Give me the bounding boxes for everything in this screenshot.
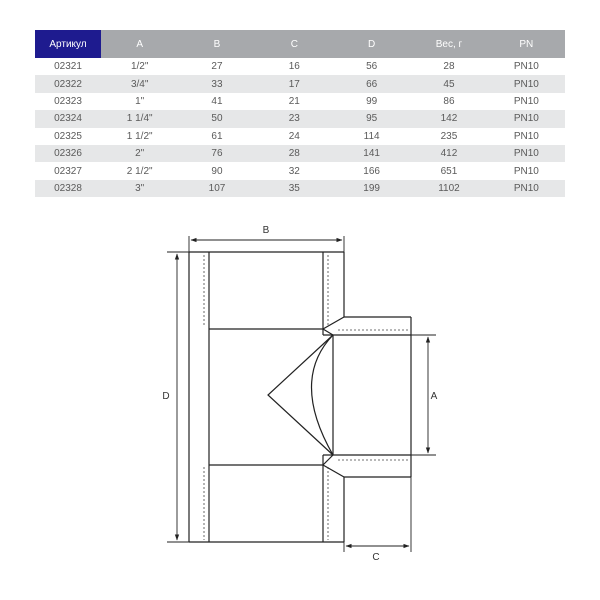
cell-c: 28	[256, 145, 333, 162]
cell-a: 2 1/2"	[126, 165, 153, 177]
cell-d: 99	[366, 95, 378, 107]
cell-article: 02322	[35, 75, 101, 92]
cell-article: 02327	[54, 165, 82, 177]
cell-article: 02328	[35, 180, 101, 197]
cell-b: 107	[178, 180, 255, 197]
cell-article: 02324	[35, 110, 101, 127]
fitting-body	[189, 252, 411, 542]
col-header-b: B	[178, 30, 255, 58]
cell-weight: 651	[440, 165, 458, 177]
col-header-pn: PN	[488, 30, 565, 58]
cell-weight: 28	[443, 61, 455, 73]
cell-d: 166	[363, 165, 380, 177]
col-header-a: A	[101, 30, 178, 58]
cell-weight: 86	[443, 95, 455, 107]
dim-label-b: B	[262, 225, 270, 236]
cell-pn: PN10	[488, 180, 565, 197]
cell-b: 90	[211, 165, 223, 177]
cell-pn: PN10	[488, 145, 565, 162]
cell-weight: 142	[410, 110, 487, 127]
cell-d: 199	[333, 180, 410, 197]
cell-d: 95	[333, 110, 410, 127]
col-header-article: Артикул	[35, 30, 101, 58]
cell-d: 56	[366, 61, 378, 73]
cell-pn: PN10	[488, 110, 565, 127]
cell-weight: 1102	[410, 180, 487, 197]
cell-b: 33	[178, 75, 255, 92]
cell-weight: 235	[440, 130, 458, 142]
cell-c: 24	[288, 130, 300, 142]
cell-a: 1 1/2"	[126, 130, 153, 142]
cell-pn: PN10	[513, 95, 539, 107]
cell-a: 3"	[101, 180, 178, 197]
col-header-d: D	[333, 30, 410, 58]
cell-article: 02323	[54, 95, 82, 107]
cell-pn: PN10	[513, 130, 539, 142]
cell-article: 02321	[54, 61, 82, 73]
cell-article: 02325	[54, 130, 82, 142]
cell-c: 17	[256, 75, 333, 92]
dim-label-c: C	[372, 552, 380, 563]
cell-d: 141	[333, 145, 410, 162]
cell-c: 21	[288, 95, 300, 107]
cell-a: 1/2"	[130, 61, 149, 73]
col-header-weight: Вес, г	[410, 30, 487, 58]
thread-marks	[204, 255, 409, 540]
cell-c: 35	[256, 180, 333, 197]
cell-pn: PN10	[488, 75, 565, 92]
cell-pn: PN10	[513, 165, 539, 177]
cell-b: 41	[211, 95, 223, 107]
cell-weight: 45	[410, 75, 487, 92]
cell-b: 50	[178, 110, 255, 127]
cell-a: 2"	[101, 145, 178, 162]
dim-label-a: A	[430, 391, 438, 402]
cell-d: 66	[333, 75, 410, 92]
cell-c: 16	[288, 61, 300, 73]
cell-a: 1"	[135, 95, 145, 107]
cell-a: 3/4"	[101, 75, 178, 92]
cell-b: 27	[211, 61, 223, 73]
cell-b: 76	[178, 145, 255, 162]
cell-c: 23	[256, 110, 333, 127]
cell-weight: 412	[410, 145, 487, 162]
cell-article: 02326	[35, 145, 101, 162]
cell-b: 61	[211, 130, 223, 142]
dim-label-d: D	[162, 391, 170, 402]
cell-a: 1 1/4"	[101, 110, 178, 127]
cell-c: 32	[288, 165, 300, 177]
col-header-c: C	[256, 30, 333, 58]
cell-d: 114	[363, 130, 380, 142]
dimension-lines	[167, 236, 436, 552]
cell-pn: PN10	[513, 61, 539, 73]
